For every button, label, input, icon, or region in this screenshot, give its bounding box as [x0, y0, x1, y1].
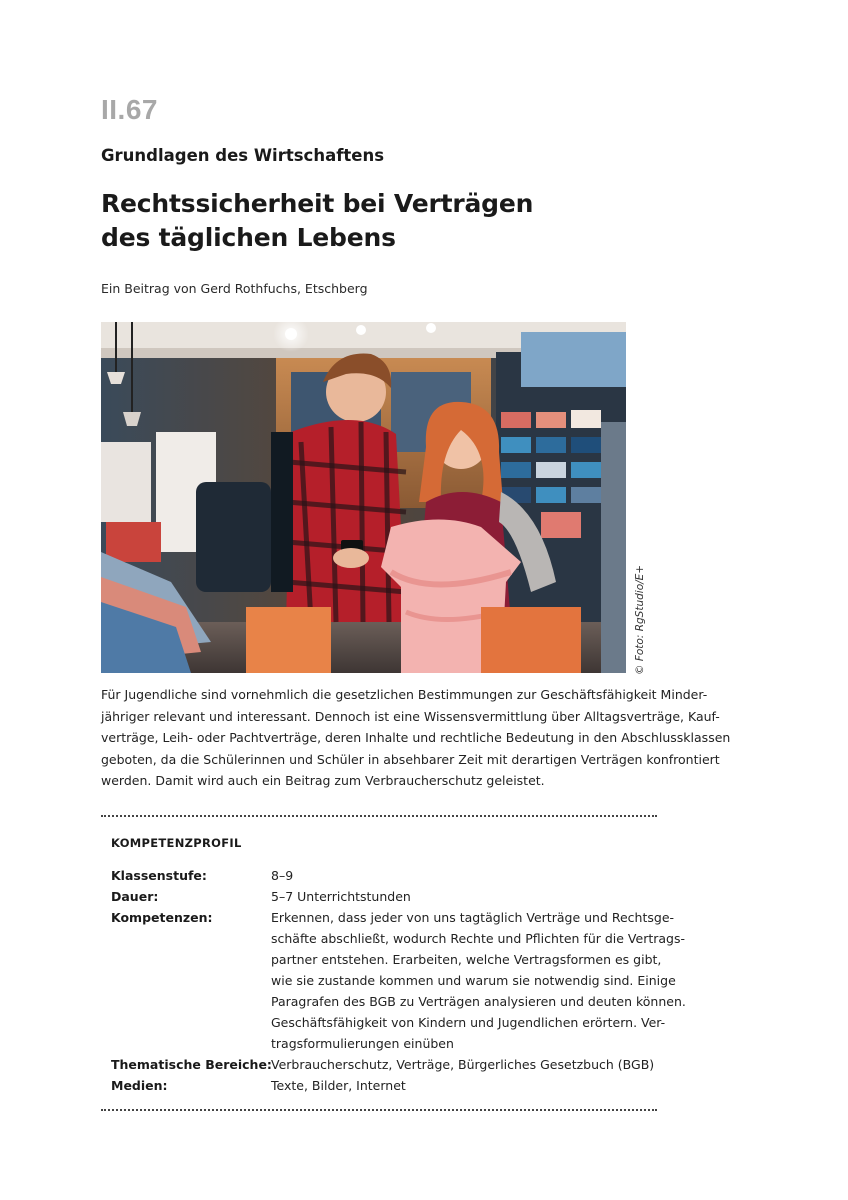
profile-value-line: Verbraucherschutz, Verträge, Bürgerliches Gesetzbuch (BGB) — [271, 1057, 655, 1072]
page-title — [101, 187, 533, 255]
profile-value-line: Texte, Bilder, Internet — [271, 1078, 406, 1093]
profile-label: Kompetenzen: — [111, 910, 213, 925]
profile-value-line: schäfte abschließt, wodurch Rechte und Pflichten für die Vertrags- — [271, 931, 686, 946]
profile-heading: KOMPETENZPROFIL — [111, 836, 242, 850]
profile-value — [271, 865, 293, 886]
profile-value-line: Erkennen, dass jeder von uns tagtäglich Verträge und Rechtsge- — [271, 910, 675, 925]
chapter-number: II.67 — [101, 94, 158, 125]
title-line-2: des täglichen Lebens — [101, 223, 396, 252]
title-line-1: Rechtssicherheit bei Verträgen — [101, 189, 534, 218]
intro-paragraph — [101, 684, 731, 792]
profile-value — [271, 1054, 654, 1075]
intro-line: werden. Damit wird auch ein Beitrag zum Verbraucherschutz geleistet. — [101, 773, 545, 788]
profile-value — [271, 1075, 406, 1096]
intro-line: verträge, Leih- oder Pachtverträge, deren Inhalte und rechtliche Bedeutung in den Abschlussklassen — [101, 730, 731, 745]
profile-value-line: Geschäftsfähigkeit von Kindern und Jugendlichen erörtern. Ver- — [271, 1015, 666, 1030]
profile-value — [271, 907, 686, 1054]
intro-line: Für Jugendliche sind vornehmlich die gesetzlichen Bestimmungen zur Geschäftsfähigkeit Minder- — [101, 687, 708, 702]
photo-credit: © Foto: RgStudio/E+ — [634, 564, 646, 675]
intro-line: geboten, da die Schülerinnen und Schüler in absehbarer Zeit mit derartigen Verträgen konfrontiert — [101, 751, 720, 767]
profile-label: Klassenstufe: — [111, 868, 207, 883]
profile-value-line: Paragrafen des BGB zu Verträgen analysieren und deuten können. — [271, 994, 686, 1009]
divider-bottom — [101, 1109, 657, 1111]
profile-label: Thematische Bereiche: — [111, 1057, 272, 1072]
divider-top — [101, 815, 657, 817]
profile-value-line: 5–7 Unterrichtstunden — [271, 889, 411, 904]
profile-value-line: partner entstehen. Erarbeiten, welche Vertragsformen es gibt, — [271, 952, 662, 967]
intro-line: jähriger relevant und interessant. Dennoch ist eine Wissensvermittlung über Alltagsverträge, Kauf- — [101, 708, 720, 724]
profile-value-line: 8–9 — [271, 868, 294, 883]
profile-label: Dauer: — [111, 889, 159, 904]
profile-value-line: tragsformulierungen einüben — [271, 1036, 454, 1051]
profile-value — [271, 886, 411, 907]
profile-label: Medien: — [111, 1078, 168, 1093]
shopping-photo — [101, 322, 626, 673]
author-line: Ein Beitrag von Gerd Rothfuchs, Etschberg — [101, 281, 368, 296]
profile-value-line: wie sie zustande kommen und warum sie notwendig sind. Einige — [271, 973, 676, 988]
section-title: Grundlagen des Wirtschaftens — [101, 146, 385, 165]
